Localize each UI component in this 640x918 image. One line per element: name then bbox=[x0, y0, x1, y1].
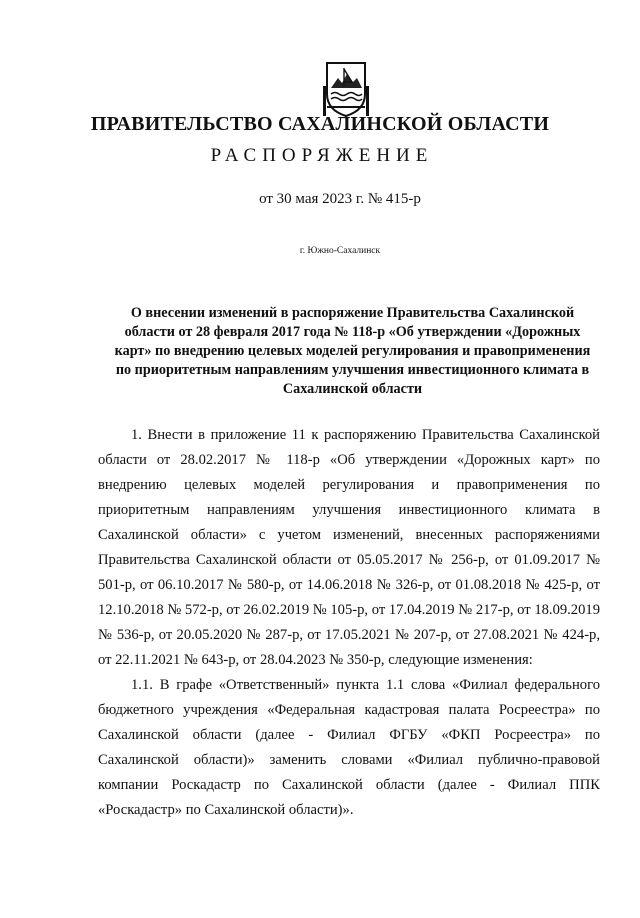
document-body bbox=[98, 423, 600, 823]
document-city: г. Южно-Сахалинск bbox=[299, 246, 381, 256]
coat-of-arms-icon bbox=[323, 60, 369, 118]
document-type: РАСПОРЯЖЕНИЕ bbox=[210, 145, 434, 166]
paragraph-1: 1. Внести в приложение 11 к распоряжению Правительства Сахалинской области от 28.02.2017 № 118-р «Об утверждении «Дорожных карт» по внедрению целевых моделей регулирования и правоприменения по приоритетным направлениям улучшения инвестиционного климата в Сахалинской области» с учетом изменений, внесенных распоряжениями Правительства Сахалинской области от 05.05.2017 № 256-р, от 01.09.2017 № 501-р, от 06.10.2017 № 580-р, от 14.06.2018 № 326-р, от 01.08.2018 № 425-р, от 12.10.2018 № 572-р, от 26.02.2019 № 105-р, от 17.04.2019 № 217-р, от 18.09.2019 № 536-р, от 20.05.2020 № 287-р, от 17.05.2021 № 207-р, от 27.08.2021 № 424-р, от 22.11.2021 № 643-р, от 28.04.2023 № 350-р, следующие изменения: bbox=[98, 427, 600, 668]
paragraph-1-1: 1.1. В графе «Ответственный» пункта 1.1 слова «Филиал федерального бюджетного учреждения «Федеральная кадастровая палата Росреестра» по Сахалинской области (далее - Филиал ФГБУ «ФКП Росреестра» по Сахалинской области)» заменить словами «Филиал публично-правовой компании Роскадастр по Сахалинской области (далее - Филиал ППК «Роскадастр» по Сахалинской области)». bbox=[98, 677, 600, 818]
document-subject: О внесении изменений в распоряжение Правительства Сахалинской области от 28 февраля 2017 года № 118-р «Об утверждении «Дорожных карт» по внедрению целевых моделей регулирования и правоприменения по приоритетным направлениям улучшения инвестиционного климата в Сахалинской области bbox=[114, 305, 591, 397]
organization-title: ПРАВИТЕЛЬСТВО САХАЛИНСКОЙ ОБЛАСТИ bbox=[90, 113, 550, 135]
document-date-number: от 30 мая 2023 г. № 415-р bbox=[259, 191, 421, 207]
